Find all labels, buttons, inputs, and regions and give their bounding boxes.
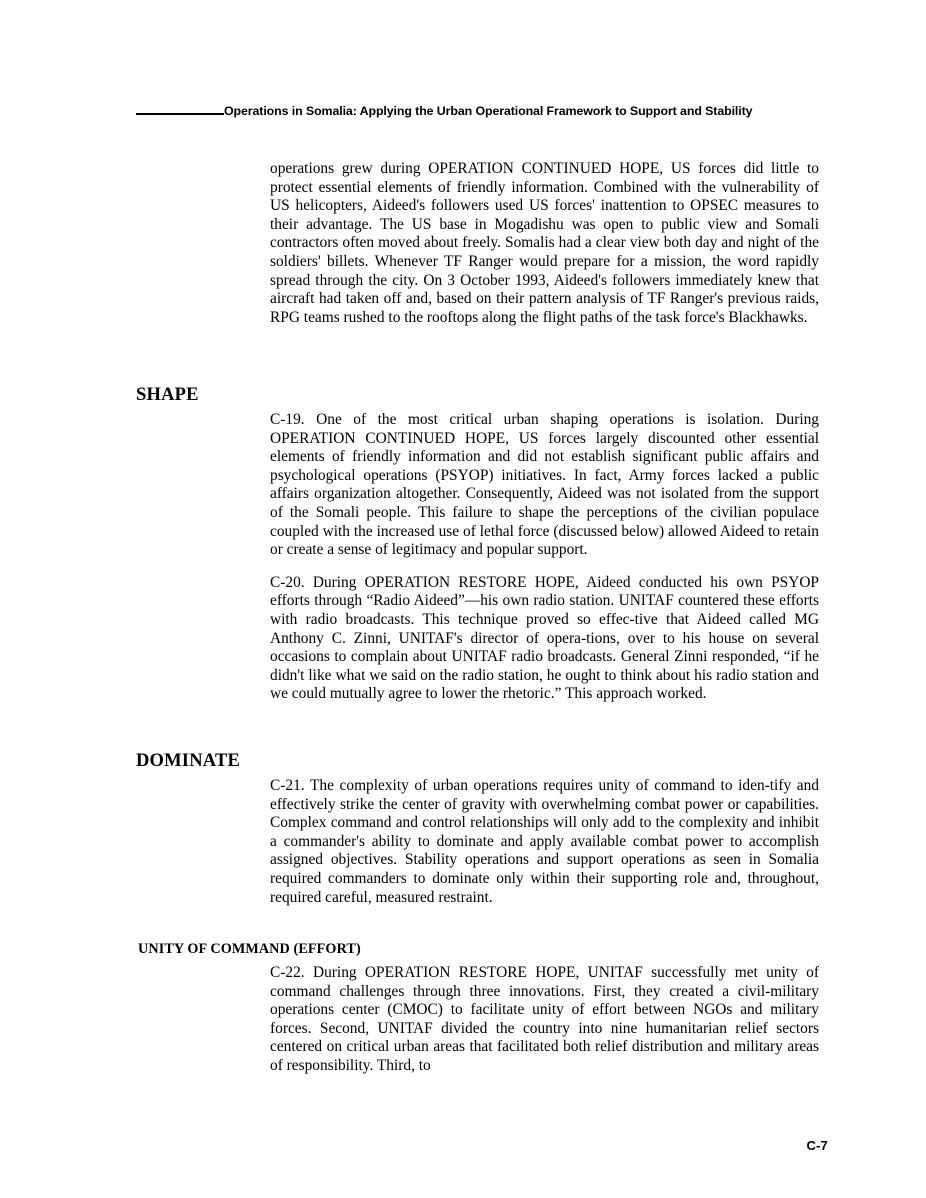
section-heading-shape: SHAPE — [136, 385, 199, 405]
paragraph: C-21. The complexity of urban operations requires unity of command to iden-tify and effectively strike the center of gravity with overwhelming combat power or capabilities. Complex command and control relationships will only add to the complexity and inhibit a commander's ability to dominate and apply available combat power to accomplish assigned objectives. Stability operations and support operations as seen in Somalia required commanders to dominate only within their supporting role and, throughout, required careful, measured restraint. — [270, 777, 819, 906]
paragraph: C-20. During OPERATION RESTORE HOPE, Aideed conducted his own PSYOP efforts through “Radio Aideed”—his own radio station. UNITAF countered these efforts with radio broadcasts. This technique proved so effec-tive that Aideed called MG Anthony C. Zinni, UNITAF's director of opera-tions, over to his house on several occasions to complain about UNITAF radio broadcasts. General Zinni responded, “if he didn't like what we said on the radio station, he ought to think about his radio station and we could mutually agree to lower the rhetoric.” This approach worked. — [270, 573, 819, 703]
section-heading-dominate: DOMINATE — [136, 751, 241, 771]
section-body-unity-of-command — [270, 964, 819, 1076]
page-number: C-7 — [806, 1138, 828, 1153]
paragraph: operations grew during OPERATION CONTINUED HOPE, US forces did little to protect essential elements of friendly information. Combined with the vulnerability of US helicopters, Aideed's followers used US forces' inattention to OPSEC measures to their advantage. The US base in Mogadishu was open to public view and Somali contractors often moved about freely. Somalis had a clear view both day and night of the soldiers' billets. Whenever TF Ranger would prepare for a mission, the word rapidly spread through the city. On 3 October 1993, Aideed's followers immediately knew that aircraft had taken off and, based on their pattern analysis of TF Ranger's previous raids, RPG teams rushed to the rooftops along the flight paths of the task force's Blackhawks. — [270, 160, 819, 326]
running-header — [136, 104, 826, 119]
header-rule-decoration — [136, 113, 224, 115]
section-body-shape — [270, 411, 819, 704]
header-title: Operations in Somalia: Applying the Urban Operational Framework to Support and Stability — [224, 104, 753, 118]
paragraph: C-19. One of the most critical urban shaping operations is isolation. During OPERATION CONTINUED HOPE, US forces largely discounted other essential elements of friendly information and did not establish significant public affairs and psychological operations (PSYOP) initiatives. In fact, Army forces lacked a public affairs organization altogether. Consequently, Aideed was not isolated from the support of the Somali people. This failure to shape the perceptions of the civilian populace coupled with the increased use of lethal force (discussed below) allowed Aideed to retain or create a sense of legitimacy and popular support. — [270, 411, 819, 559]
section-heading-unity-of-command: UNITY OF COMMAND (EFFORT) — [138, 941, 361, 957]
intro-text-block — [270, 160, 819, 327]
paragraph: C-22. During OPERATION RESTORE HOPE, UNITAF successfully met unity of command challenges through three innovations. First, they created a civil-military operations center (CMOC) to facilitate unity of effort between NGOs and military forces. Second, UNITAF divided the country into nine humanitarian relief sectors centered on critical urban areas that facilitated both relief distribution and military areas of responsibility. Third, to — [270, 964, 819, 1074]
section-body-dominate — [270, 777, 819, 907]
